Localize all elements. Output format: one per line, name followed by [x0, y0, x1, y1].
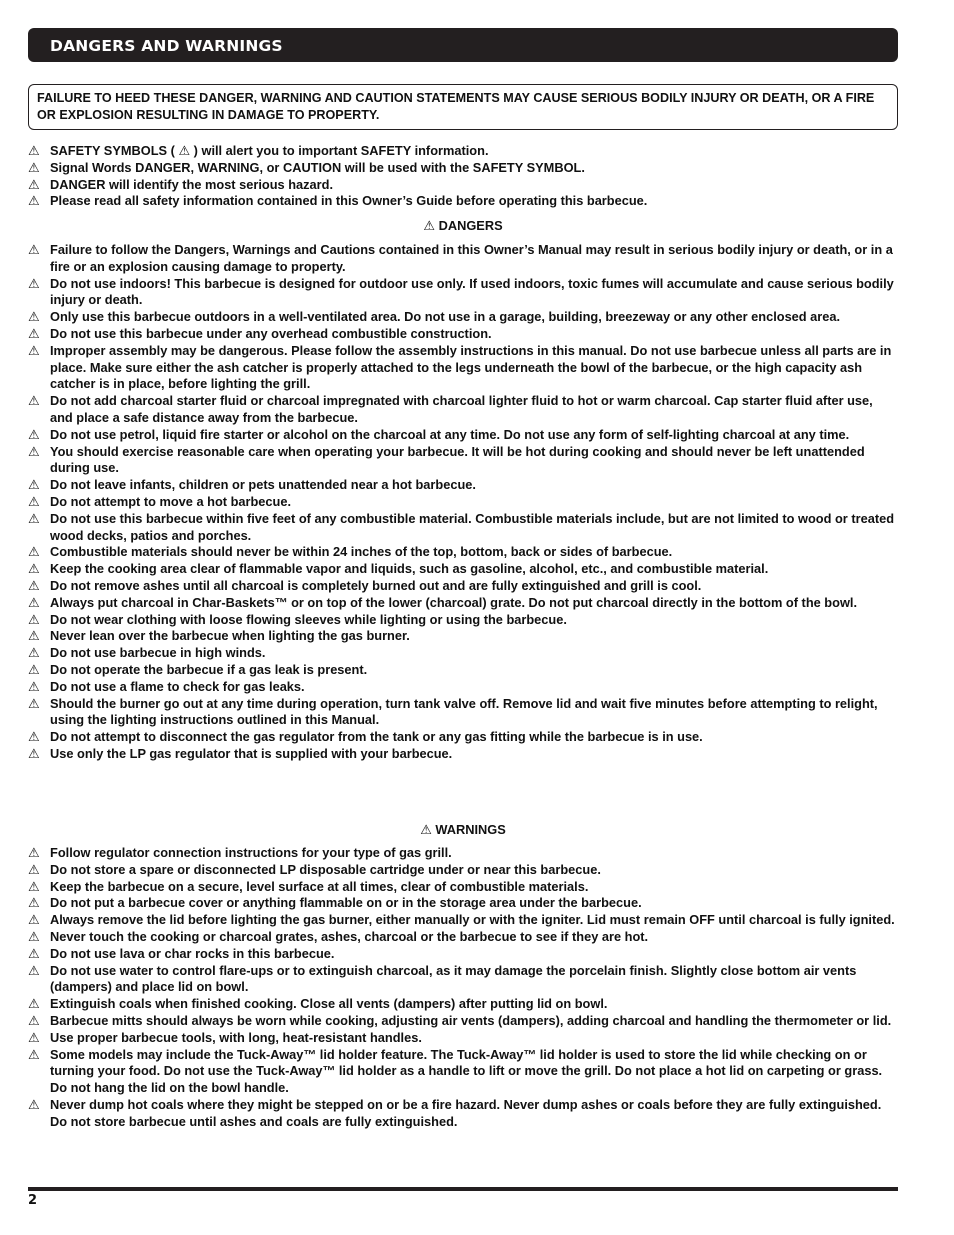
list-item: [28, 309, 898, 326]
list-item: [28, 276, 898, 310]
dangers-item-text: Failure to follow the Dangers, Warnings and Cautions contained in this Owner’s Manual may result in serious bodily injury or death, or in a fire or an explosion causing damage to property.: [50, 242, 893, 274]
warning-triangle-icon: ⚠: [28, 393, 40, 409]
warning-triangle-icon: ⚠: [28, 912, 40, 928]
warning-triangle-icon: ⚠: [178, 143, 191, 158]
list-item: [28, 912, 898, 929]
warning-triangle-icon: ⚠: [28, 996, 40, 1012]
list-item: [28, 160, 898, 177]
list-item: [28, 879, 898, 896]
warnings-heading-row: [28, 821, 898, 838]
intro-text: SAFETY SYMBOLS (: [50, 143, 179, 158]
list-item: [28, 177, 898, 194]
warning-triangle-icon: ⚠: [28, 193, 40, 209]
failure-notice-box: [28, 84, 898, 130]
dangers-item-text: Do not use this barbecue within five feet of any combustible material. Combustible materials include, but are not limited to wood or treated wood decks, patios and porches.: [50, 510, 895, 543]
warning-triangle-icon: ⚠: [28, 962, 40, 978]
warning-triangle-icon: ⚠: [28, 928, 40, 944]
warning-triangle-icon: ⚠: [28, 1046, 40, 1062]
dangers-item-text: Improper assembly may be dangerous. Please follow the assembly instructions in this manual. Do not use barbecue unless all parts are in place. Make sure either the ash catcher is properly attached to the legs underneath the bowl of the barbecue, or the high capacity ash catcher is in place, before lighting the grill.: [50, 342, 892, 392]
list-item: [28, 511, 898, 545]
warning-triangle-icon: ⚠: [28, 1029, 40, 1045]
dangers-item-text: Do not remove ashes until all charcoal is completely burned out and are fully extinguished and grill is cool.: [50, 577, 702, 593]
list-item: [28, 963, 898, 997]
warnings-item-text: Do not use water to control flare-ups or to extinguish charcoal, as it may damage the porcelain finish. Slightly close bottom air vents (dampers) and place lid on bowl.: [50, 962, 857, 995]
warning-triangle-icon: ⚠: [28, 945, 40, 961]
warning-triangle-icon: ⚠: [28, 477, 40, 493]
list-item: [28, 946, 898, 963]
failure-notice-text: FAILURE TO HEED THESE DANGER, WARNING AND CAUTION STATEMENTS MAY CAUSE SERIOUS BODILY INJURY OR DEATH, OR A FIRE OR EXPLOSION RESULTING IN DAMAGE TO PROPERTY.: [37, 91, 875, 122]
list-item: [28, 427, 898, 444]
warning-triangle-icon: ⚠: [28, 695, 40, 711]
warnings-item-text: Do not put a barbecue cover or anything flammable on or in the storage area under the barbecue.: [50, 895, 642, 911]
list-item: [28, 193, 898, 210]
intro-text: ) will alert you to important SAFETY information.: [190, 143, 489, 158]
warning-triangle-icon: ⚠: [28, 878, 40, 894]
list-item: [28, 746, 898, 763]
dangers-item-text: Do not attempt to move a hot barbecue.: [50, 493, 292, 509]
page-title: DANGERS AND WARNINGS: [50, 37, 283, 55]
list-item: [28, 679, 898, 696]
page-number: 2: [28, 1193, 38, 1208]
warning-triangle-icon: ⚠: [28, 275, 40, 291]
dangers-heading-row: [28, 217, 898, 234]
warning-triangle-icon: ⚠: [420, 822, 432, 837]
intro-text: Please read all safety information contained in this Owner’s Guide before operating this barbecue.: [50, 193, 648, 209]
warning-triangle-icon: ⚠: [28, 159, 40, 175]
dangers-item-text: Do not use this barbecue under any overhead combustible construction.: [50, 325, 492, 341]
list-item: [28, 1097, 898, 1131]
list-item: [28, 895, 898, 912]
list-item: [28, 862, 898, 879]
warnings-item-text: Barbecue mitts should always be worn while cooking, adjusting air vents (dampers), adding charcoal and handling the thermometer or lid.: [50, 1012, 892, 1028]
warning-triangle-icon: ⚠: [28, 1096, 40, 1112]
list-item: [28, 477, 898, 494]
dangers-item-text: Do not use petrol, liquid fire starter or alcohol on the charcoal at any time. Do not use any form of self-lighting charcoal at any time.: [50, 426, 850, 442]
dangers-item-text: Do not use indoors! This barbecue is designed for outdoor use only. If used indoors, toxic fumes will accumulate and cause serious bodily injury or death.: [50, 275, 894, 308]
warning-triangle-icon: ⚠: [28, 729, 40, 745]
warnings-item-text: Always remove the lid before lighting the gas burner, either manually or with the igniter. Lid must remain OFF until charcoal is fully ignited.: [50, 912, 895, 928]
warning-triangle-icon: ⚠: [28, 628, 40, 644]
list-item: [28, 612, 898, 629]
list-item: [28, 578, 898, 595]
dangers-item-text: You should exercise reasonable care when operating your barbecue. It will be hot during cooking and should never be left unattended during use.: [50, 443, 865, 476]
warning-triangle-icon: ⚠: [28, 143, 40, 158]
dangers-item-text: Always put charcoal in Char-Baskets™ or on top of the lower (charcoal) grate. Do not put charcoal directly in the bottom of the bowl.: [50, 594, 858, 610]
dangers-item-text: Should the burner go out at any time during operation, turn tank valve off. Remove lid and wait five minutes before attempting to relight, using the lighting instructions outlined in this Manual.: [50, 695, 878, 728]
warning-triangle-icon: ⚠: [28, 1012, 40, 1028]
warning-triangle-icon: ⚠: [28, 309, 40, 325]
warning-triangle-icon: ⚠: [28, 325, 40, 341]
list-item: [28, 1013, 898, 1030]
list-item: [28, 645, 898, 662]
dangers-item-text: Do not use a flame to check for gas leaks.: [50, 678, 305, 694]
warnings-item-text: Do not store a spare or disconnected LP disposable cartridge under or near this barbecue.: [50, 861, 601, 877]
warning-triangle-icon: ⚠: [28, 493, 40, 509]
list-item: [28, 696, 898, 730]
dangers-item-text: Keep the cooking area clear of flammable vapor and liquids, such as gasoline, alcohol, etc., and combustible material.: [50, 561, 769, 577]
list-item: [28, 393, 898, 427]
dangers-item-text: Do not leave infants, children or pets unattended near a hot barbecue.: [50, 477, 476, 493]
warnings-heading-text: WARNINGS: [435, 822, 506, 837]
warnings-item-text: Follow regulator connection instructions for your type of gas grill.: [50, 845, 452, 860]
dangers-heading-text: DANGERS: [438, 218, 503, 233]
warnings-item-text: Extinguish coals when finished cooking. Close all vents (dampers) after putting lid on bowl.: [50, 996, 608, 1012]
intro-text: DANGER will identify the most serious hazard.: [50, 176, 333, 192]
footer-rule: [28, 1187, 898, 1191]
dangers-item-text: Do not use barbecue in high winds.: [50, 645, 266, 661]
warning-triangle-icon: ⚠: [28, 176, 40, 192]
warning-triangle-icon: ⚠: [423, 218, 436, 233]
warnings-item-text: Some models may include the Tuck-Away™ lid holder feature. The Tuck-Away™ lid holder is used to store the lid while checking on or turning your food. Do not use the Tuck-Away™ lid holder as a handle to lift or move the grill. Do not place a hot lid on carpeting or grass. Do not hang the lid on the bowl handle.: [50, 1046, 883, 1096]
warning-triangle-icon: ⚠: [28, 561, 40, 577]
list-item: [28, 929, 898, 946]
warning-triangle-icon: ⚠: [28, 745, 40, 761]
warning-triangle-icon: ⚠: [28, 845, 40, 860]
warnings-heading: [28, 821, 898, 838]
warnings-item-text: Never dump hot coals where they might be stepped on or be a fire hazard. Never dump ashes or coals before they are fully extinguished. Do not store barbecue until ashes and coals are fully extinguished.: [50, 1096, 882, 1129]
dangers-item-text: Only use this barbecue outdoors in a well-ventilated area. Do not use in a garage, building, breezeway or any other enclosed area.: [50, 309, 841, 325]
warning-triangle-icon: ⚠: [28, 895, 40, 911]
list-item: [28, 662, 898, 679]
dangers-item-text: Use only the LP gas regulator that is supplied with your barbecue.: [50, 745, 453, 761]
warning-triangle-icon: ⚠: [28, 510, 40, 526]
dangers-item-text: Do not operate the barbecue if a gas leak is present.: [50, 661, 368, 677]
warning-triangle-icon: ⚠: [28, 342, 40, 358]
list-item: [28, 628, 898, 645]
warning-triangle-icon: ⚠: [28, 594, 40, 610]
warning-triangle-icon: ⚠: [28, 426, 40, 442]
list-item: [28, 143, 898, 160]
list-item: [28, 1047, 898, 1097]
intro-list: [28, 143, 898, 210]
list-item: [28, 1030, 898, 1047]
warning-triangle-icon: ⚠: [28, 544, 40, 560]
dangers-item-text: Do not wear clothing with loose flowing sleeves while lighting or using the barbecue.: [50, 611, 567, 627]
warnings-item-text: Use proper barbecue tools, with long, heat-resistant handles.: [50, 1029, 422, 1045]
list-item: [28, 444, 898, 478]
list-item: [28, 729, 898, 746]
warning-triangle-icon: ⚠: [28, 611, 40, 627]
warning-triangle-icon: ⚠: [28, 443, 40, 459]
dangers-heading: [28, 217, 898, 234]
list-item: [28, 595, 898, 612]
dangers-item-text: Never lean over the barbecue when lighting the gas burner.: [50, 628, 410, 644]
warning-triangle-icon: ⚠: [28, 577, 40, 593]
section-header-bar: [28, 28, 898, 62]
intro-text: Signal Words DANGER, WARNING, or CAUTION will be used with the SAFETY SYMBOL.: [50, 159, 585, 175]
warnings-list: [28, 845, 898, 1131]
warning-triangle-icon: ⚠: [28, 645, 40, 661]
list-item: [28, 996, 898, 1013]
list-item: [28, 494, 898, 511]
list-item: [28, 343, 898, 393]
dangers-list: [28, 242, 898, 763]
warning-triangle-icon: ⚠: [28, 861, 40, 877]
list-item: [28, 544, 898, 561]
list-item: [28, 561, 898, 578]
warning-triangle-icon: ⚠: [28, 242, 40, 257]
list-item: [28, 845, 898, 862]
dangers-item-text: Combustible materials should never be within 24 inches of the top, bottom, back or sides of barbecue.: [50, 544, 673, 560]
warnings-item-text: Never touch the cooking or charcoal grates, ashes, charcoal or the barbecue to see if they are hot.: [50, 928, 649, 944]
dangers-item-text: Do not add charcoal starter fluid or charcoal impregnated with charcoal lighter fluid to hot or warm charcoal. Cap starter fluid after use, and place a safe distance away from the barbecue.: [50, 393, 873, 425]
warnings-item-text: Keep the barbecue on a secure, level surface at all times, clear of combustible materials.: [50, 878, 589, 894]
list-item: [28, 326, 898, 343]
list-item: [28, 242, 898, 276]
warnings-item-text: Do not use lava or char rocks in this barbecue.: [50, 945, 335, 961]
warning-triangle-icon: ⚠: [28, 678, 40, 694]
warning-triangle-icon: ⚠: [28, 661, 40, 677]
dangers-item-text: Do not attempt to disconnect the gas regulator from the tank or any gas fitting while the barbecue is in use.: [50, 729, 703, 745]
